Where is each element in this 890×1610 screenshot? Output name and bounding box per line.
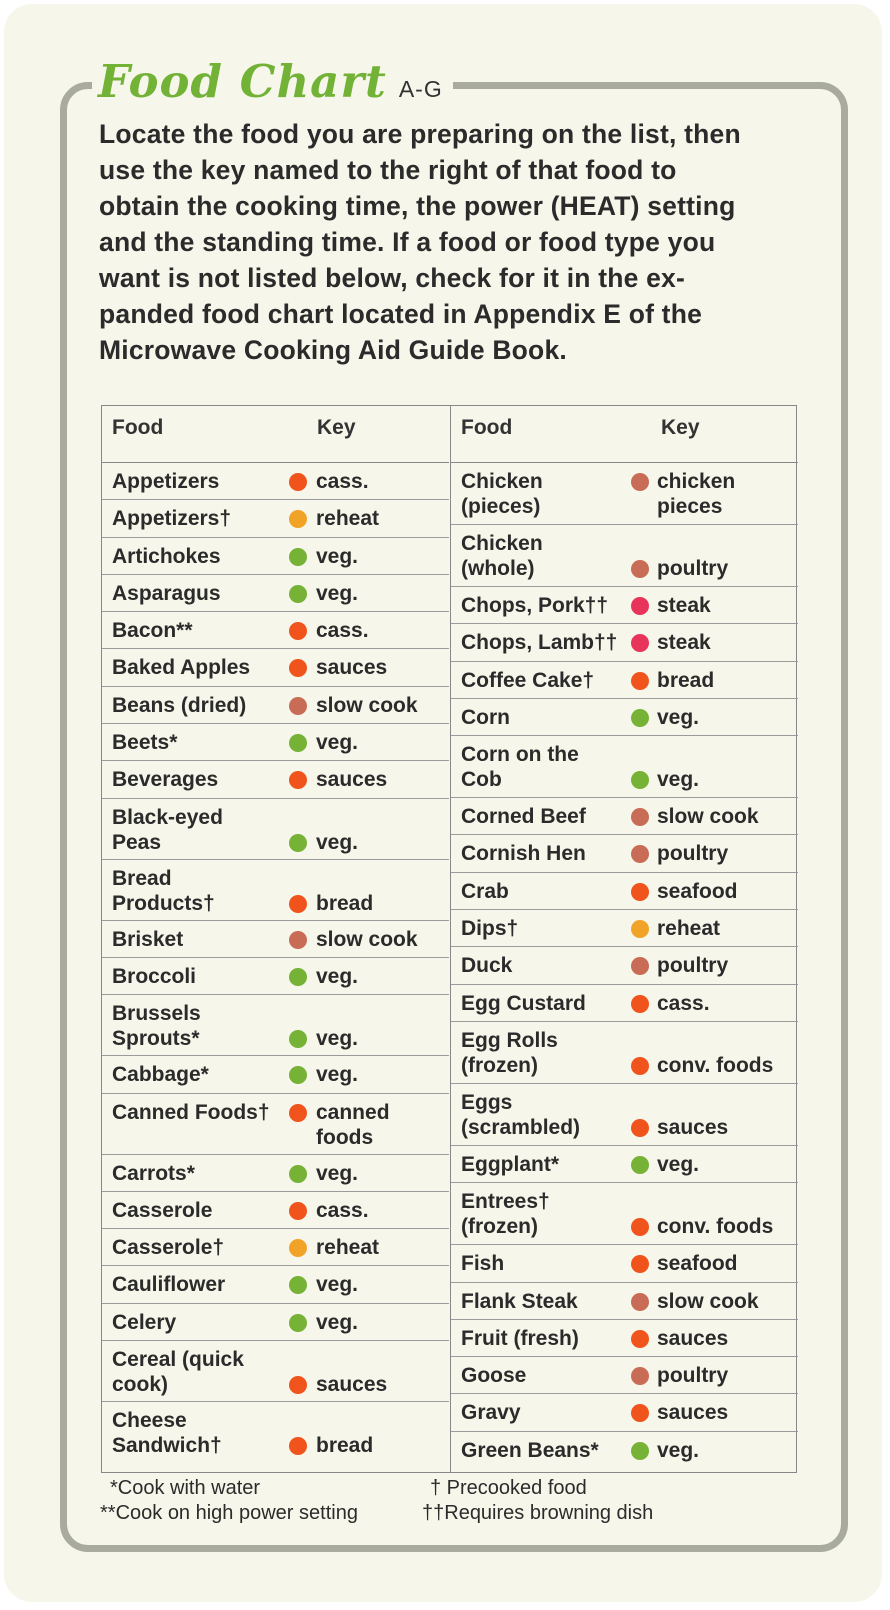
key-name: veg. [316,544,359,568]
key-color-dot-icon [289,1437,307,1455]
food-name: Canned Foods† [112,1100,270,1124]
key-color-dot-icon [289,1376,307,1394]
table-row [102,612,449,649]
left-column [102,406,449,1462]
header-food: Food [112,416,164,439]
food-name: Chicken (whole) [461,532,543,580]
key-color-dot-icon [289,834,307,852]
table-row [102,1192,449,1229]
table-row [102,1155,449,1192]
table-row [102,463,449,500]
key-color-dot-icon [631,920,649,938]
table-row [451,1022,798,1084]
food-name: Beans (dried) [112,693,247,717]
right-column [451,406,798,1468]
table-row [102,921,449,958]
food-name: Goose [461,1364,527,1388]
key-color-dot-icon [289,548,307,566]
food-name: Brisket [112,927,184,951]
key-color-dot-icon [289,734,307,752]
key-name: veg. [316,1027,359,1051]
key-name: sauces [316,1373,388,1397]
key-name: slow cook [657,805,759,829]
table-row [451,736,798,798]
key-name: veg. [316,581,359,605]
food-name: Green Beans* [461,1438,599,1462]
table-header [451,406,798,463]
food-name: Corned Beef [461,805,586,829]
key-name: slow cook [316,927,418,951]
food-name: Celery [112,1310,177,1334]
food-name: Carrots* [112,1161,195,1185]
key-color-dot-icon [289,697,307,715]
food-name: Corn [461,705,510,729]
key-color-dot-icon [631,808,649,826]
key-color-dot-icon [289,1239,307,1257]
key-name: seafood [657,879,738,903]
food-name: Cauliflower [112,1273,226,1297]
table-row [451,525,798,587]
food-name: Brussels Sprouts* [112,1002,201,1051]
table-row [102,724,449,761]
table-header [102,406,449,463]
key-name: veg. [316,1161,359,1185]
key-color-dot-icon [631,560,649,578]
food-name: Egg Rolls (frozen) [461,1028,558,1077]
food-name: Eggplant* [461,1152,559,1176]
food-name: Bacon** [112,619,193,643]
key-color-dot-icon [631,1156,649,1174]
key-color-dot-icon [631,709,649,727]
food-name: Chicken (pieces) [461,470,543,518]
key-color-dot-icon [631,845,649,863]
key-name: veg. [316,830,359,854]
key-color-dot-icon [289,585,307,603]
key-name: veg. [657,768,700,792]
table-row [102,1229,449,1266]
key-name: sauces [316,768,388,792]
title-block [92,54,453,110]
food-name: Appetizers† [112,507,232,531]
key-name: steak [657,594,711,617]
key-color-dot-icon [631,1367,649,1385]
food-name: Cornish Hen [461,842,586,866]
key-name: bread [316,891,374,915]
key-name: slow cook [657,1289,759,1313]
table-row [451,1245,798,1282]
table-row [102,1304,449,1341]
table-row [451,624,798,661]
key-color-dot-icon [631,597,649,615]
key-name: canned foods [316,1100,390,1149]
key-color-dot-icon [289,931,307,949]
food-name: Artichokes [112,544,221,568]
table-row [451,910,798,947]
food-name: Bread Products† [112,866,215,915]
key-color-dot-icon [289,510,307,528]
food-name: Broccoli [112,964,197,988]
intro-paragraph: Locate the food you are preparing on the list, then use the key named to the right of that food to obtain the cooking time, the power (HEAT) setting and the standing time. If a food or food type you want is not listed below, check for it in the ex- panded food chart located in Appendix E of the Microwave Cooking Aid Guide Book. [99,119,741,365]
key-name: poultry [657,557,729,580]
key-color-dot-icon [631,672,649,690]
food-name: Duck [461,954,513,978]
food-name: Cabbage* [112,1063,209,1087]
key-color-dot-icon [289,968,307,986]
key-name: sauces [657,1401,729,1425]
food-name: Crab [461,879,509,903]
food-name: Fish [461,1252,505,1276]
header-key: Key [317,416,356,439]
key-color-dot-icon [289,1276,307,1294]
table-row [102,860,449,921]
food-name: Appetizers [112,470,220,493]
food-key-table [101,405,797,1473]
header-food: Food [461,416,513,439]
food-name: Corn on the Cob [461,743,579,792]
table-row [102,799,449,860]
food-name: Beets* [112,731,178,755]
key-name: poultry [657,1364,729,1388]
key-name: veg. [316,1310,359,1334]
key-name: conv. foods [657,1053,774,1077]
table-row [451,1394,798,1431]
page-subtitle: A-G [398,76,443,102]
key-color-dot-icon [289,1104,307,1122]
key-color-dot-icon [631,1293,649,1311]
key-color-dot-icon [631,1442,649,1460]
footnote-precooked: † Precooked food [430,1477,587,1499]
key-name: reheat [316,507,380,531]
key-color-dot-icon [289,659,307,677]
food-name: Chops, Lamb†† [461,631,618,655]
table-row [451,662,798,699]
table-row [451,1432,798,1468]
key-name: veg. [657,1152,700,1176]
table-row [102,1266,449,1303]
table-row [451,985,798,1022]
key-name: cass. [316,619,369,643]
key-name: cass. [316,470,369,493]
table-row [451,873,798,910]
key-name: veg. [316,731,359,755]
table-row [102,1094,449,1155]
key-name: veg. [657,705,700,729]
key-name: chicken pieces [657,470,736,518]
key-name: cass. [657,991,710,1015]
key-color-dot-icon [631,995,649,1013]
food-name: Chops, Pork†† [461,594,609,617]
table-row [451,587,798,624]
header-key: Key [661,416,700,439]
key-name: steak [657,631,711,655]
food-name: Baked Apples [112,656,251,680]
table-row [102,1341,449,1402]
table-row [451,1320,798,1357]
key-color-dot-icon [289,1314,307,1332]
food-name: Casserole [112,1198,213,1222]
key-name: sauces [657,1115,729,1139]
key-color-dot-icon [289,1202,307,1220]
key-color-dot-icon [631,473,649,491]
table-row [451,699,798,736]
key-color-dot-icon [631,1119,649,1137]
key-color-dot-icon [289,622,307,640]
key-name: cass. [316,1198,369,1222]
table-row [451,835,798,872]
food-name: Asparagus [112,581,221,605]
table-row [102,958,449,995]
table-row [451,798,798,835]
table-row [102,649,449,686]
key-name: reheat [657,917,721,941]
footnote-cook-with-water: *Cook with water [110,1477,261,1499]
key-color-dot-icon [289,1030,307,1048]
table-row [451,1183,798,1245]
footnote-browning-dish: ††Requires browning dish [422,1502,654,1524]
key-color-dot-icon [631,771,649,789]
table-row [102,687,449,724]
table-row [451,1084,798,1146]
key-color-dot-icon [289,1165,307,1183]
key-name: bread [316,1434,374,1458]
key-color-dot-icon [289,771,307,789]
food-name: Black-eyed Peas [112,805,223,854]
food-name: Egg Custard [461,991,586,1015]
key-color-dot-icon [631,1218,649,1236]
key-name: poultry [657,842,729,866]
key-color-dot-icon [289,473,307,491]
key-name: reheat [316,1236,380,1260]
key-color-dot-icon [631,957,649,975]
food-name: Cheese Sandwich† [112,1409,222,1458]
key-color-dot-icon [631,883,649,901]
food-name: Eggs (scrambled) [461,1090,581,1139]
table-row [102,761,449,798]
key-name: seafood [657,1252,738,1276]
key-color-dot-icon [289,895,307,913]
key-name: bread [657,668,715,692]
key-color-dot-icon [631,1057,649,1075]
table-row [102,538,449,575]
key-name: slow cook [316,693,418,717]
food-name: Flank Steak [461,1289,578,1313]
key-name: veg. [316,1273,359,1297]
key-name: veg. [657,1438,700,1462]
table-row [102,1056,449,1093]
food-name: Gravy [461,1401,521,1425]
key-name: sauces [657,1326,729,1350]
table-row [451,463,798,525]
table-row [102,995,449,1056]
table-row [102,500,449,537]
food-name: Beverages [112,768,219,792]
food-name: Fruit (fresh) [461,1326,579,1350]
table-row [451,1146,798,1183]
page-title: Food Chart [98,55,387,108]
table-row [451,947,798,984]
key-name: veg. [316,1063,359,1087]
footnote-high-power: **Cook on high power setting [100,1502,358,1524]
food-name: Coffee Cake† [461,668,595,692]
key-color-dot-icon [631,634,649,652]
food-name: Dips† [461,917,519,941]
footnotes [100,1476,800,1532]
table-row [451,1283,798,1320]
key-color-dot-icon [631,1404,649,1422]
key-color-dot-icon [631,1255,649,1273]
food-name: Entrees† (frozen) [461,1190,550,1239]
key-name: poultry [657,954,729,978]
table-row [102,575,449,612]
food-name: Casserole† [112,1236,225,1260]
key-color-dot-icon [631,1330,649,1348]
key-name: veg. [316,964,359,988]
key-name: sauces [316,656,388,680]
key-name: conv. foods [657,1215,774,1239]
food-name: Cereal (quick cook) [112,1348,244,1397]
table-row [102,1402,449,1462]
key-color-dot-icon [289,1066,307,1084]
table-row [451,1357,798,1394]
